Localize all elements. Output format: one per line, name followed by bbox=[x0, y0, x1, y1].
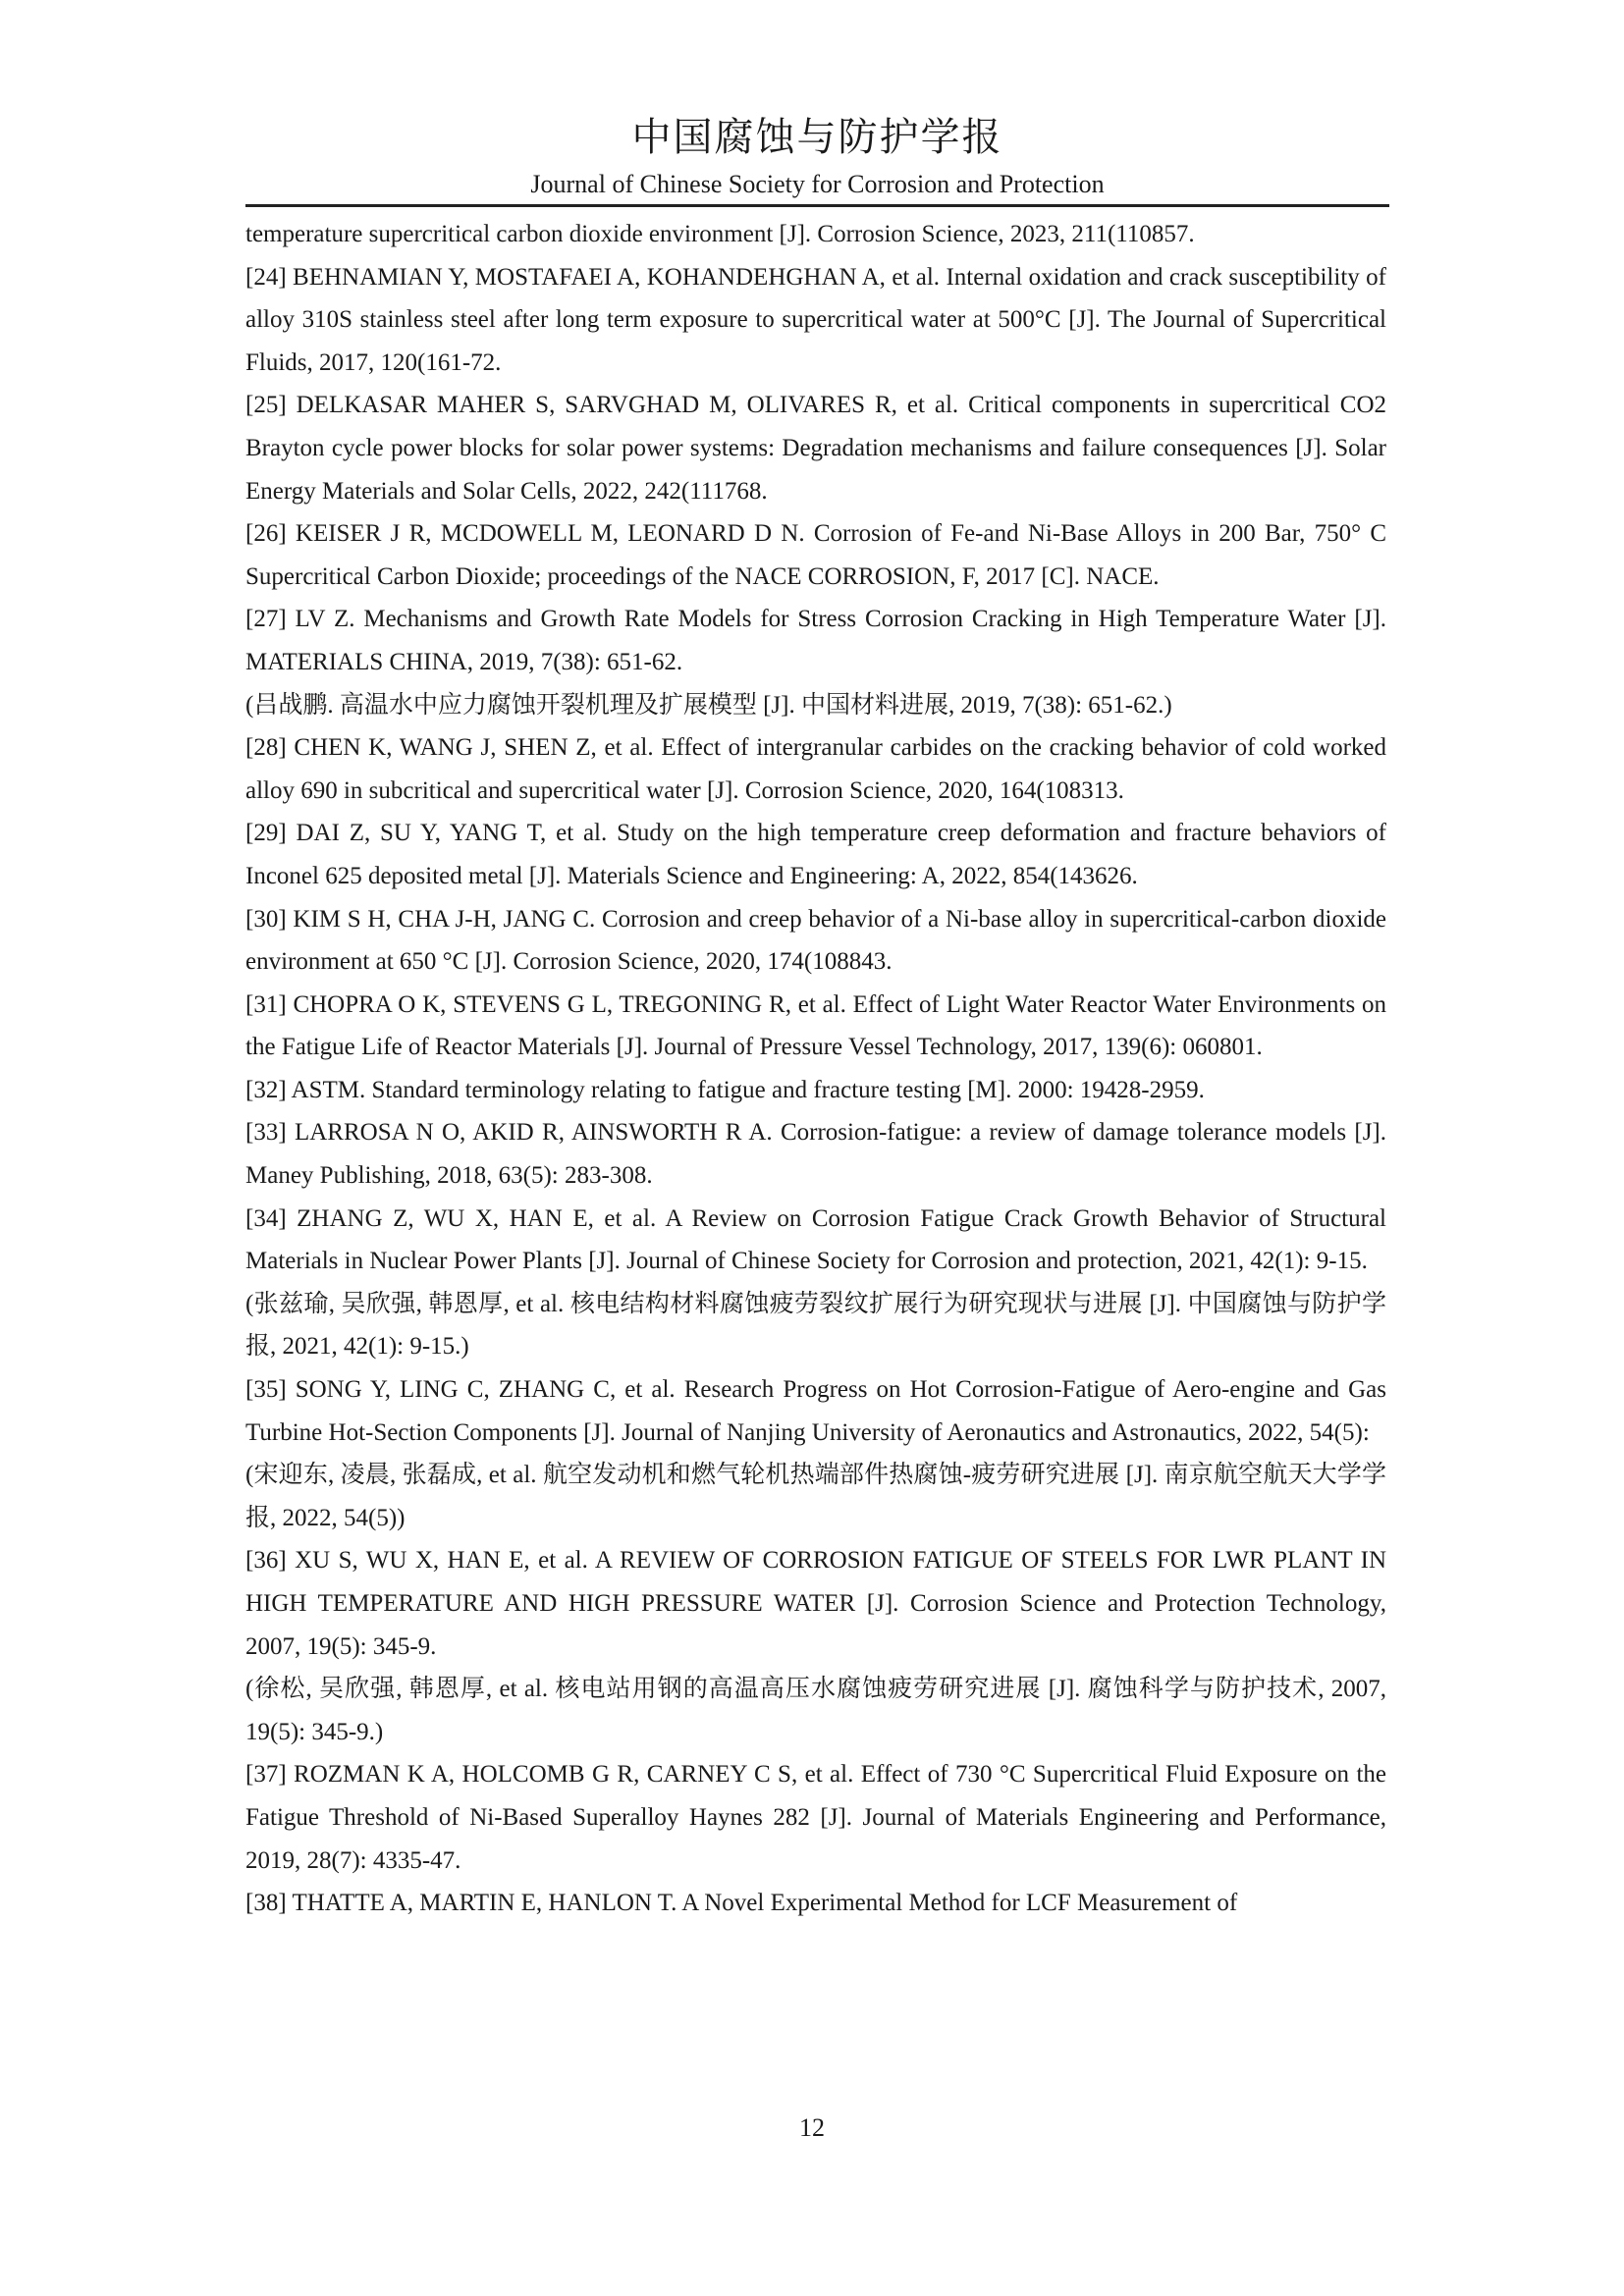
reference-entry-36-chinese: (徐松, 吴欣强, 韩恩厚, et al. 核电站用钢的高温高压水腐蚀疲劳研究进展 [J]. 腐蚀科学与防护技术, 2007, 19(5): 345-9.) bbox=[245, 1676, 1386, 1745]
reference-entry-32: [32] ASTM. Standard terminology relating to fatigue and fracture testing [M]. 2000: 19428-2959. bbox=[245, 1076, 1205, 1103]
reference-entry-26: [26] KEISER J R, MCDOWELL M, LEONARD D N. Corrosion of Fe-and Ni-Base Alloys in 200 Bar, 750° C Supercritical Carbon Dioxide; proceedings of the NACE CORROSION, F, 2017 [C]. NACE. bbox=[245, 520, 1386, 590]
reference-entry-23-continued: temperature supercritical carbon dioxide environment [J]. Corrosion Science, 2023, 211(110857. bbox=[245, 221, 1195, 247]
reference-entry-29: [29] DAI Z, SU Y, YANG T, et al. Study on the high temperature creep deformation and fracture behaviors of Inconel 625 deposited metal [J]. Materials Science and Engineering: A, 2022, 854(143626. bbox=[245, 820, 1386, 889]
reference-entry-24: [24] BEHNAMIAN Y, MOSTAFAEI A, KOHANDEHGHAN A, et al. Internal oxidation and crack susceptibility of alloy 310S stainless steel after long term exposure to supercritical water at 500°C [J]. The Journal of Supercritical Fluids, 2017, 120(161-72. bbox=[245, 263, 1386, 376]
reference-entry-30: [30] KIM S H, CHA J-H, JANG C. Corrosion and creep behavior of a Ni-base alloy in supercritical-carbon dioxide environment at 650 °C [J]. Corrosion Science, 2020, 174(108843. bbox=[245, 905, 1386, 976]
reference-entry-35: [35] SONG Y, LING C, ZHANG C, et al. Research Progress on Hot Corrosion-Fatigue of Aero-engine and Gas Turbine Hot-Section Components [J]. Journal of Nanjing University of Aeronautics and Astronautics, 2022, 54(5): bbox=[245, 1376, 1386, 1446]
reference-entry-36: [36] XU S, WU X, HAN E, et al. A REVIEW OF CORROSION FATIGUE OF STEELS FOR LWR PLANT IN HIGH TEMPERATURE AND HIGH PRESSURE WATER [J]. Corrosion Science and Protection Technology, 2007, 19(5): 345-9. bbox=[245, 1547, 1386, 1660]
reference-entry-28: [28] CHEN K, WANG J, SHEN Z, et al. Effect of intergranular carbides on the cracking behavior of cold worked alloy 690 in subcritical and supercritical water [J]. Corrosion Science, 2020, 164(108313. bbox=[245, 734, 1386, 804]
reference-entry-27: [27] LV Z. Mechanisms and Growth Rate Models for Stress Corrosion Cracking in High Temperature Water [J]. MATERIALS CHINA, 2019, 7(38): 651-62. bbox=[245, 606, 1386, 675]
reference-entry-38: [38] THATTE A, MARTIN E, HANLON T. A Novel Experimental Method for LCF Measurement of bbox=[245, 1890, 1238, 1917]
reference-entry-31: [31] CHOPRA O K, STEVENS G L, TREGONING R, et al. Effect of Light Water Reactor Water Environments on the Fatigue Life of Reactor Materials [J]. Journal of Pressure Vessel Technology, 2017, 139(6): 060801. bbox=[245, 990, 1386, 1061]
reference-entry-27-chinese: (吕战鹏. 高温水中应力腐蚀开裂机理及扩展模型 [J]. 中国材料进展, 2019, 7(38): 651-62.) bbox=[245, 691, 1172, 719]
reference-entry-37: [37] ROZMAN K A, HOLCOMB G R, CARNEY C S, et al. Effect of 730 °C Supercritical Fluid Exposure on the Fatigue Threshold of Ni-Based Superalloy Haynes 282 [J]. Journal of Materials Engineering and Performance, 2019, 28(7): 4335-47. bbox=[245, 1761, 1386, 1874]
journal-title-chinese: 中国腐蚀与防护学报 bbox=[631, 115, 1003, 160]
reference-entry-33: [33] LARROSA N O, AKID R, AINSWORTH R A. Corrosion-fatigue: a review of damage tolerance models [J]. Maney Publishing, 2018, 63(5): 283-308. bbox=[245, 1119, 1386, 1190]
reference-entry-34: [34] ZHANG Z, WU X, HAN E, et al. A Review on Corrosion Fatigue Crack Growth Behavior of Structural Materials in Nuclear Power Plants [J]. Journal of Chinese Society for Corrosion and protection, 2021, 42(1): 9-15. bbox=[245, 1204, 1386, 1275]
reference-list bbox=[245, 213, 1386, 1925]
header-divider bbox=[245, 204, 1389, 207]
reference-entry-25: [25] DELKASAR MAHER S, SARVGHAD M, OLIVARES R, et al. Critical components in supercritical CO2 Brayton cycle power blocks for solar power systems: Degradation mechanisms and failure consequences [J]. Solar Energy Materials and Solar Cells, 2022, 242(111768. bbox=[245, 392, 1386, 505]
reference-entry-35-chinese: (宋迎东, 凌晨, 张磊成, et al. 航空发动机和燃气轮机热端部件热腐蚀-疲劳研究进展 [J]. 南京航空航天大学学报, 2022, 54(5)) bbox=[245, 1462, 1386, 1531]
page-number: 12 bbox=[799, 2113, 825, 2142]
page-header bbox=[245, 110, 1389, 202]
journal-title-english: Journal of Chinese Society for Corrosion and Protection bbox=[530, 170, 1105, 198]
reference-entry-34-chinese: (张兹瑜, 吴欣强, 韩恩厚, et al. 核电结构材料腐蚀疲劳裂纹扩展行为研究现状与进展 [J]. 中国腐蚀与防护学报, 2021, 42(1): 9-15.) bbox=[245, 1290, 1386, 1361]
